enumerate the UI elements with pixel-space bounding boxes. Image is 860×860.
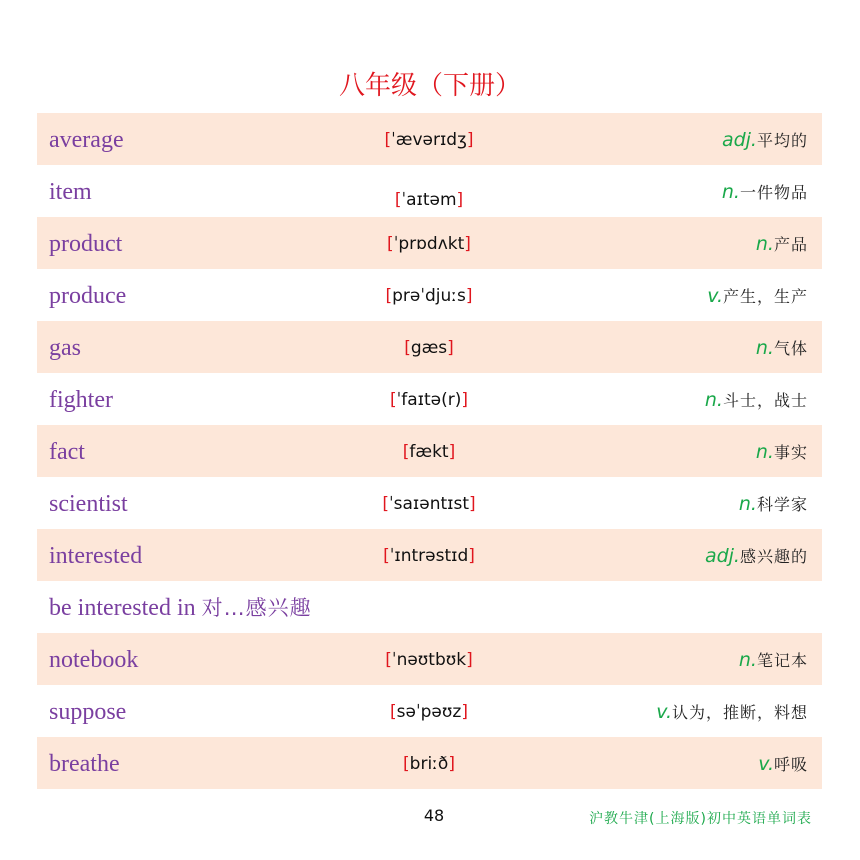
word: interested bbox=[49, 543, 143, 569]
part-of-speech: v. bbox=[656, 701, 672, 723]
part-of-speech: n. bbox=[738, 649, 757, 671]
vocab-row bbox=[37, 477, 822, 529]
meaning: n.产品 bbox=[755, 233, 808, 255]
part-of-speech: n. bbox=[704, 389, 723, 411]
vocab-row bbox=[37, 165, 822, 217]
meaning: adj.平均的 bbox=[721, 129, 808, 151]
meaning: n.斗士，战士 bbox=[704, 389, 808, 411]
phonetic: [ˈnəʊtbʊk] bbox=[385, 650, 473, 670]
phonetic: [ˈprɒdʌkt] bbox=[387, 234, 471, 254]
phrase-row bbox=[37, 581, 822, 633]
meaning: n.一件物品 bbox=[721, 181, 808, 203]
part-of-speech: n. bbox=[755, 233, 774, 255]
page-number: 48 bbox=[423, 806, 445, 825]
phonetic: [prəˈdjuːs] bbox=[385, 286, 473, 306]
phrase-chinese: 对…感兴趣 bbox=[201, 596, 312, 620]
phonetic: [fækt] bbox=[402, 442, 456, 462]
meaning: adj.感兴趣的 bbox=[704, 545, 808, 567]
vocab-row bbox=[37, 113, 822, 165]
part-of-speech: adj. bbox=[704, 545, 740, 567]
word: average bbox=[49, 127, 124, 153]
meaning: v.产生，生产 bbox=[707, 285, 808, 307]
vocab-row bbox=[37, 269, 822, 321]
part-of-speech: n. bbox=[755, 337, 774, 359]
vocab-row bbox=[37, 685, 822, 737]
part-of-speech: v. bbox=[707, 285, 723, 307]
phonetic: [ˈævərɪdʒ] bbox=[384, 130, 474, 150]
part-of-speech: n. bbox=[755, 441, 774, 463]
phonetic: [ˈsaɪəntɪst] bbox=[382, 494, 476, 514]
phonetic: [briːð] bbox=[403, 754, 455, 774]
word: fact bbox=[49, 439, 85, 465]
vocab-row bbox=[37, 633, 822, 685]
meaning: n.笔记本 bbox=[738, 649, 808, 671]
meaning: n.气体 bbox=[755, 337, 808, 359]
phonetic: [ˈfaɪtə(r)] bbox=[389, 390, 469, 410]
meaning: v.认为，推断，料想 bbox=[656, 701, 808, 723]
vocab-row bbox=[37, 737, 822, 789]
meaning: n.科学家 bbox=[738, 493, 808, 515]
phonetic: [gæs] bbox=[404, 338, 454, 358]
vocab-row bbox=[37, 529, 822, 581]
vocab-row bbox=[37, 373, 822, 425]
phonetic: [ˈɪntrəstɪd] bbox=[383, 546, 475, 566]
book-title: 沪教牛津(上海版)初中英语单词表 bbox=[589, 811, 812, 827]
word: scientist bbox=[49, 491, 128, 517]
meaning: n.事实 bbox=[755, 441, 808, 463]
phrase-english: be interested in bbox=[49, 595, 196, 621]
word: gas bbox=[49, 335, 81, 361]
vocab-row bbox=[37, 425, 822, 477]
word: item bbox=[49, 179, 92, 205]
part-of-speech: n. bbox=[721, 181, 740, 203]
word: breathe bbox=[49, 751, 120, 777]
part-of-speech: adj. bbox=[721, 129, 757, 151]
part-of-speech: v. bbox=[758, 753, 774, 775]
meaning: v.呼吸 bbox=[758, 753, 808, 775]
word: produce bbox=[49, 283, 127, 309]
word: product bbox=[49, 231, 123, 257]
part-of-speech: n. bbox=[738, 493, 757, 515]
vocab-table bbox=[37, 113, 822, 789]
phonetic: [ˈaɪtəm] bbox=[394, 190, 464, 210]
vocab-row bbox=[37, 321, 822, 373]
page-title: 八年级（下册） bbox=[338, 71, 521, 101]
phrase bbox=[49, 581, 312, 635]
word: suppose bbox=[49, 699, 127, 725]
word: fighter bbox=[49, 387, 113, 413]
phonetic: [səˈpəʊz] bbox=[390, 702, 468, 722]
vocab-row bbox=[37, 217, 822, 269]
word: notebook bbox=[49, 647, 139, 673]
